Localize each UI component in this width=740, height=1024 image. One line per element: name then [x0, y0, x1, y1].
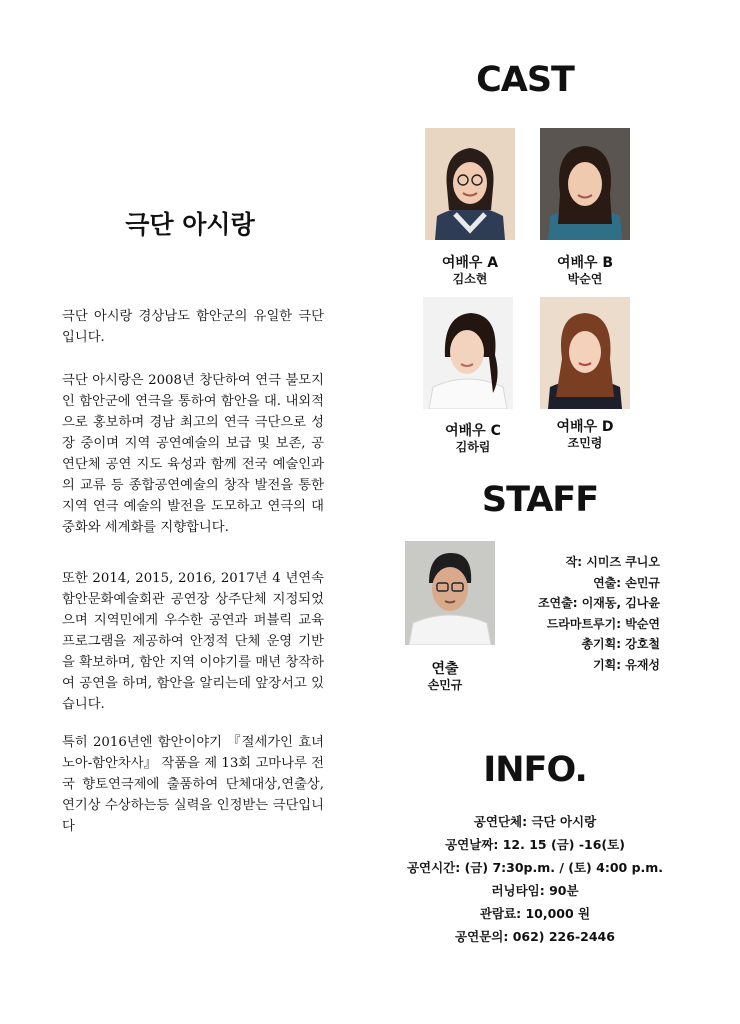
- cast-role-d: 여배우 D: [556, 419, 614, 435]
- troupe-intro-paragraph-2: 극단 아시랑은 2008년 창단하여 연극 불모지인 함안군에 연극을 통하여 함안을 대. 내외적으로 홍보하며 경남 최고의 연극 극단으로 성장 중이며 지역 공연예술의 보급 및 보존, 공연단체 공연 지도 육성과 함께 전국 예술인과의 교류 등 종합공연예술의 창작 발전을 통한 지역 연극 예술의 발전을 도모하고 연극의 대중화와 세계화를 지향합니다.: [62, 373, 324, 535]
- director-role: 연출: [431, 661, 459, 677]
- info-heading: INFO.: [483, 750, 587, 790]
- cast-heading: CAST: [476, 60, 574, 100]
- info-list: [400, 810, 670, 948]
- staff-credit-producer: 기획: 유재성: [593, 657, 660, 672]
- cast-photo-c: [423, 297, 513, 409]
- staff-credits: [500, 552, 660, 675]
- cast-name-a: 김소현: [452, 272, 488, 286]
- info-troupe: 공연단체: 극단 아시랑: [473, 814, 597, 829]
- cast-photo-d: [540, 297, 630, 409]
- info-date: 공연날짜: 12. 15 (금) -16(토): [445, 837, 625, 852]
- cast-role-a: 여배우 A: [441, 255, 499, 271]
- director-name: 손민규: [427, 678, 463, 692]
- troupe-intro-paragraph-1: 극단 아시랑 경상남도 함안군의 유일한 극단입니다.: [62, 309, 324, 345]
- cast-role-b: 여배우 B: [556, 255, 614, 271]
- cast-role-c: 여배우 C: [445, 423, 501, 439]
- info-admission: 관람료: 10,000 원: [479, 906, 591, 921]
- staff-credit-assistant-director: 조연출: 이재동, 김나윤: [537, 596, 660, 610]
- troupe-title: 극단 아시랑: [125, 210, 255, 239]
- cast-name-d: 조민령: [567, 436, 603, 450]
- info-contact: 공연문의: 062) 226-2446: [455, 929, 615, 944]
- staff-heading: STAFF: [481, 480, 599, 520]
- cast-name-c: 김하림: [455, 440, 491, 454]
- troupe-intro-paragraph-4: 특히 2016년엔 함안이야기 『절세가인 효녀노아-함안차사』 작품을 제 13회 고마나루 전국 향토연극제에 출품하여 단체대상,연출상,연기상 수상하는등 실력을 인정받는 극단입니다: [62, 735, 324, 834]
- cast-name-b: 박순연: [567, 272, 603, 286]
- director-photo: [405, 541, 495, 645]
- info-time: 공연시간: (금) 7:30p.m. / (토) 4:00 p.m.: [406, 860, 664, 875]
- troupe-intro-paragraph-3: 또한 2014, 2015, 2016, 2017년 4 년연속 함안문화예술회관 공연장 상주단체 지정되었으며 지역민에게 우수한 공연과 퍼블릭 교육 프로그램을 제공하여 안정적 단체 운영 기반을 확보하며, 함안 지역 이야기를 매년 창작하여 공연을 하며, 함안을 알리는데 앞장서고 있습니다.: [62, 571, 324, 712]
- staff-credit-director: 연출: 손민규: [593, 575, 660, 590]
- staff-credit-general-producer: 총기획: 강호철: [581, 637, 660, 651]
- cast-photo-a: [425, 128, 515, 240]
- staff-credit-dramaturg: 드라마트루기: 박순연: [546, 616, 660, 631]
- cast-photo-b: [540, 128, 630, 240]
- info-running-time: 러닝타임: 90분: [491, 883, 579, 898]
- staff-credit-writer: 작: 시미즈 쿠니오: [565, 555, 660, 569]
